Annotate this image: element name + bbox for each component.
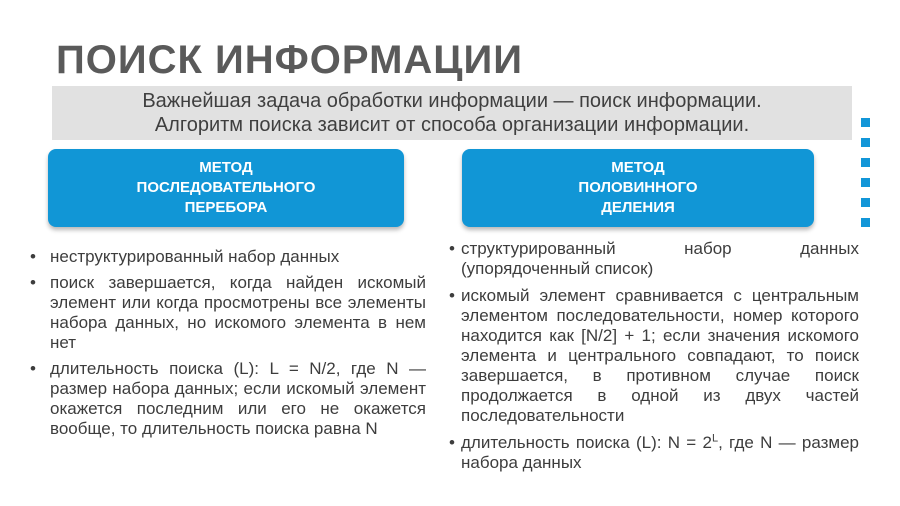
- method-heading-line: ДЕЛЕНИЯ: [601, 199, 675, 216]
- method-heading-line: ПОЛОВИННОГО: [578, 179, 698, 196]
- binary-method-list: [461, 239, 859, 480]
- list-item: • искомый элемент сравнивается с центральным элементом последовательности, номер которого находится как [N/2] + 1; если значения искомого элемента и центрального совпадают, то поиск завершается, в противном случае поиск продолжается в одной из двух частей последовательности: [461, 286, 859, 426]
- list-item: • длительность поиска (L): L = N/2, где N — размер набора данных; если искомый элемент окажется последним или его не окажется вообще, то длительность поиска равна N: [50, 359, 426, 439]
- intro-banner: [52, 86, 852, 140]
- method-heading-line: МЕТОД: [199, 159, 253, 176]
- decorative-square: [861, 138, 870, 147]
- list-item: [461, 433, 859, 473]
- list-item: • поиск завершается, когда найден искомый элемент или когда просмотрены все элементы набора данных, но искомого элемента в нем нет: [50, 273, 426, 353]
- method-heading-line: МЕТОД: [611, 159, 665, 176]
- formula-exponent: L: [711, 432, 719, 445]
- decorative-square: [861, 158, 870, 167]
- method-binary-box: [462, 149, 814, 227]
- decorative-square: [861, 118, 870, 127]
- decorative-square: [861, 218, 870, 227]
- method-heading-line: ПОСЛЕДОВАТЕЛЬНОГО: [136, 179, 316, 196]
- banner-line-1: Важнейшая задача обработки информации — поиск информации.: [142, 90, 762, 112]
- banner-line-2: Алгоритм поиска зависит от способа организации информации.: [154, 114, 750, 136]
- method-heading-line: ПЕРЕБОРА: [184, 199, 268, 216]
- page-title: ПОИСК ИНФОРМАЦИИ: [56, 38, 523, 82]
- formula-text: длительность поиска (L): N = 2: [461, 433, 712, 452]
- decorative-square: [861, 178, 870, 187]
- list-item: • структурированный набор данных (упорядоченный список): [461, 239, 859, 279]
- formula-tail: , где N — размер набора данных: [461, 433, 859, 472]
- list-item: • неструктурированный набор данных: [50, 247, 426, 267]
- sequential-method-list: [50, 247, 426, 445]
- decorative-square: [861, 198, 870, 207]
- method-sequential-box: [48, 149, 404, 227]
